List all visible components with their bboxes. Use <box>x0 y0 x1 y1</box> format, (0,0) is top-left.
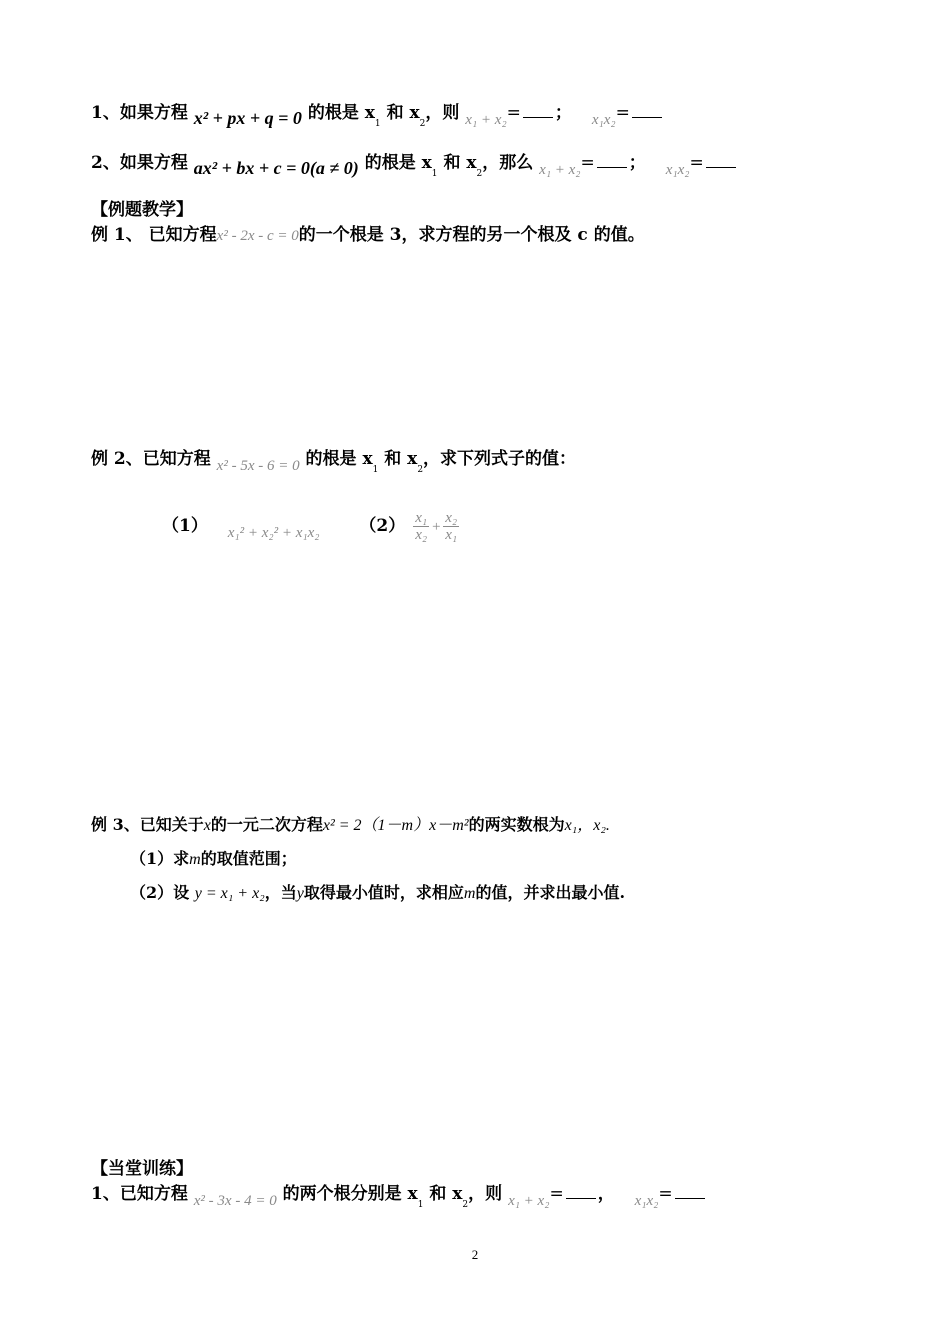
part-1-expression: x₁² + x₂² + x₁x₂ <box>227 525 320 541</box>
question-lead: 如果方程 <box>119 103 188 123</box>
example-text: 例 3、已知关于 <box>91 815 204 834</box>
example-text: 的两实数根为 <box>468 815 565 834</box>
answer-blank[interactable] <box>597 153 627 168</box>
example-text: ，求下列式子的值： <box>423 449 577 469</box>
part-label: （1） <box>162 516 208 536</box>
variable-m: m <box>189 851 201 868</box>
example-label: 例 2、已知方程 <box>91 449 211 469</box>
equals-sign: = <box>658 1184 673 1204</box>
equation: x² - 3x - 4 = 0 <box>193 1193 277 1209</box>
example-label: 例 1、 <box>91 225 143 245</box>
equals-sign: = <box>689 153 704 173</box>
answer-blank[interactable] <box>523 103 553 118</box>
fraction-denominator: x₁ <box>445 527 458 543</box>
equals-sign: = <box>506 103 521 123</box>
example-lead: 已知方程 <box>148 225 217 245</box>
subscript: 1 <box>417 1200 424 1210</box>
separator: ； <box>554 103 572 123</box>
subscript: 2 <box>476 169 483 179</box>
equals-sign: = <box>615 103 630 123</box>
equation: x² = 2（1－m）x－m² <box>322 817 469 834</box>
example-text: 的一元二次方程 <box>210 815 323 834</box>
question-lead: 如果方程 <box>119 153 188 173</box>
part-text: 的值，并求出最小值. <box>475 883 626 902</box>
sum-expression: x₁ + x₂ <box>539 162 581 178</box>
question-number: 2、 <box>91 153 120 173</box>
subscript: 2 <box>462 1200 469 1210</box>
subscript: 2 <box>419 119 426 129</box>
and-text: 和 x <box>443 153 477 173</box>
question-number: 1、 <box>91 103 120 123</box>
roots-text: 的根是 x <box>307 103 375 123</box>
sum-expression: x₁ + x₂ <box>508 1193 550 1209</box>
plus-sign: + <box>431 519 442 535</box>
then-text: ，那么 <box>482 153 534 173</box>
subscript: 1 <box>431 169 438 179</box>
equation: x² - 2x - c = 0 <box>216 228 299 244</box>
product-expression: x₁x₂ <box>634 1193 659 1209</box>
and-text: 和 x <box>384 449 418 469</box>
fraction-numerator: x₁ <box>415 510 428 526</box>
fraction-numerator: x₂ <box>445 510 458 526</box>
example-1 <box>91 223 645 248</box>
equation: ax² + bx + c = 0(a ≠ 0) <box>193 158 359 178</box>
part-text: （2）设 <box>130 883 190 902</box>
equation: x² - 5x - 6 = 0 <box>216 458 300 474</box>
example-3 <box>91 813 610 838</box>
equals-sign: = <box>580 153 595 173</box>
practice-1 <box>91 1182 707 1209</box>
question-1 <box>91 100 664 128</box>
equation: x² + px + q = 0 <box>193 108 302 128</box>
separator: ， <box>597 1184 615 1204</box>
answer-blank[interactable] <box>566 1184 596 1199</box>
variable-y: y <box>296 885 304 902</box>
question-number: 1、 <box>91 1184 120 1204</box>
separator: ； <box>628 153 646 173</box>
fraction-denominator: x₂ <box>415 527 428 543</box>
example-2-parts <box>162 510 461 543</box>
variable-x: x <box>203 817 211 834</box>
product-expression: x₁x₂ <box>665 162 690 178</box>
expression: y = x₁ + x₂ <box>194 885 265 902</box>
example-text: 的一个根是 3，求方程的另一个根及 c 的值。 <box>298 225 645 245</box>
roots-text: 的根是 x <box>364 153 432 173</box>
and-text: 和 x <box>386 103 420 123</box>
part-label: （2） <box>359 516 406 536</box>
part-text: （1）求 <box>130 849 190 868</box>
equals-sign: = <box>549 1184 564 1204</box>
section-heading-examples: 【例题教学】 <box>91 200 193 220</box>
subscript: 1 <box>374 119 381 129</box>
roots: x₁，x₂. <box>564 817 610 834</box>
section-heading-practice: 【当堂训练】 <box>91 1159 193 1179</box>
then-text: ，则 <box>425 103 460 123</box>
roots-text: 的两个根分别是 x <box>282 1184 418 1204</box>
then-text: ，则 <box>468 1184 503 1204</box>
part-text: ，当 <box>264 883 297 902</box>
subscript: 1 <box>372 465 379 475</box>
example-3-part-2 <box>130 881 625 906</box>
sum-expression: x₁ + x₂ <box>465 112 507 128</box>
answer-blank[interactable] <box>706 153 736 168</box>
fraction <box>443 510 459 543</box>
fraction <box>413 510 429 543</box>
product-expression: x₁x₂ <box>591 112 616 128</box>
roots-text: 的根是 x <box>305 449 373 469</box>
part-text: 取得最小值时，求相应 <box>303 883 464 902</box>
answer-blank[interactable] <box>675 1184 705 1199</box>
variable-m: m <box>463 885 476 902</box>
part-text: 的取值范围； <box>200 849 297 868</box>
question-lead: 已知方程 <box>119 1184 188 1204</box>
and-text: 和 x <box>429 1184 463 1204</box>
example-2 <box>91 447 576 474</box>
page-number: 2 <box>471 1247 479 1262</box>
subscript: 2 <box>417 465 424 475</box>
answer-blank[interactable] <box>632 103 662 118</box>
question-2 <box>91 150 738 178</box>
example-3-part-1 <box>130 847 297 872</box>
